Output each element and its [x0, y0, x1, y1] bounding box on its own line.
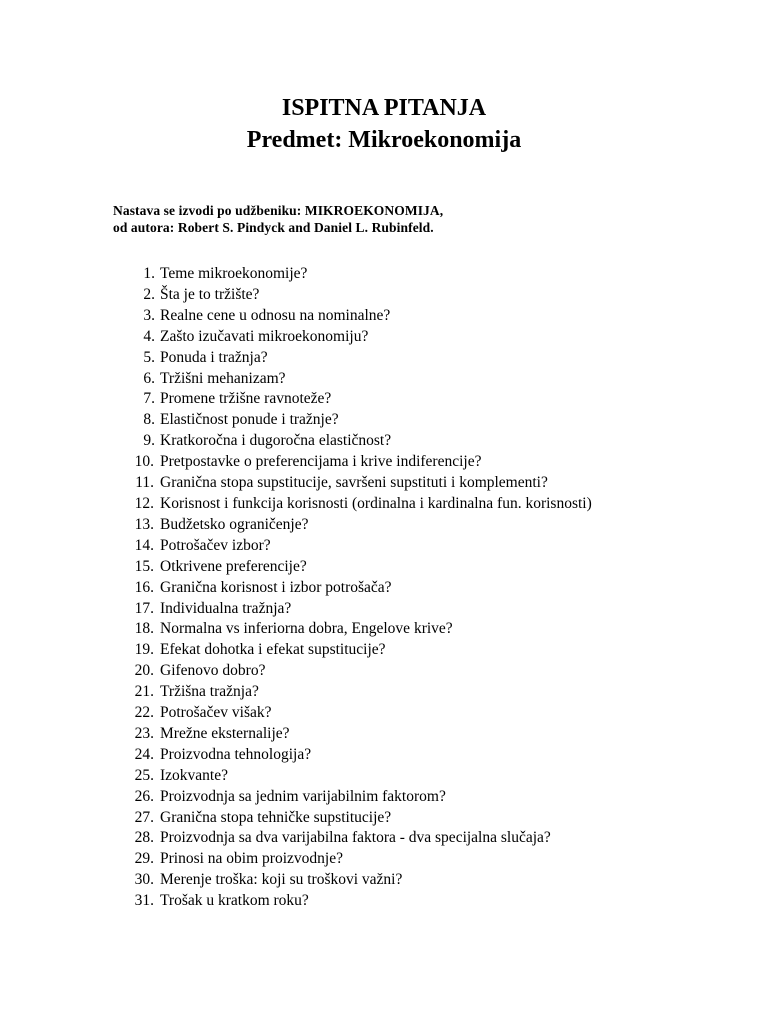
question-item [113, 369, 592, 390]
question-number: 7. [143, 390, 155, 408]
question-item [113, 348, 592, 369]
question-item [113, 264, 592, 285]
question-item [113, 619, 592, 640]
question-number: 17. [134, 599, 154, 617]
question-text: Zašto izučavati mikroekonomiju? [160, 327, 369, 345]
document-subtitle: Predmet: Mikroekonomija [246, 127, 522, 153]
question-number: 8. [143, 411, 155, 429]
question-text: Granična stopa supstitucije, savršeni supstituti i komplementi? [160, 474, 548, 492]
question-text: Mrežne eksternalije? [160, 724, 290, 742]
question-number: 20. [134, 662, 154, 680]
question-number: 6. [143, 369, 155, 387]
question-item [113, 703, 592, 724]
question-text: Potrošačev višak? [160, 704, 272, 722]
question-number: 30. [134, 871, 154, 889]
question-number: 12. [134, 494, 154, 512]
question-number: 16. [134, 578, 154, 596]
question-item [113, 745, 592, 766]
question-item [113, 515, 592, 536]
question-number: 5. [143, 348, 155, 366]
question-item [113, 828, 592, 849]
question-text: Tržišna tražnja? [160, 683, 259, 701]
question-text: Tržišni mehanizam? [160, 369, 286, 387]
question-text: Normalna vs inferiorna dobra, Engelove krive? [160, 620, 453, 638]
question-item [113, 682, 592, 703]
question-item [113, 431, 592, 452]
question-item [113, 599, 592, 620]
question-text: Potrošačev izbor? [160, 536, 271, 554]
question-number: 2. [143, 285, 155, 303]
question-text: Efekat dohotka i efekat supstitucije? [160, 641, 386, 659]
question-number: 26. [134, 787, 154, 805]
question-item [113, 536, 592, 557]
question-text: Individualna tražnja? [160, 599, 292, 617]
question-item [113, 870, 592, 891]
question-number: 29. [134, 850, 154, 868]
question-text: Trošak u kratkom roku? [160, 892, 309, 910]
question-list [113, 264, 592, 912]
question-number: 22. [134, 704, 154, 722]
question-number: 15. [134, 557, 154, 575]
question-item [113, 578, 592, 599]
question-text: Promene tržišne ravnoteže? [160, 390, 332, 408]
question-item [113, 306, 592, 327]
question-item [113, 285, 592, 306]
question-number: 3. [143, 306, 155, 324]
question-number: 27. [134, 808, 154, 826]
document-title: ISPITNA PITANJA [281, 95, 487, 121]
question-text: Kratkoročna i dugoročna elastičnost? [160, 432, 392, 450]
question-item [113, 640, 592, 661]
question-item [113, 891, 592, 912]
question-text: Realne cene u odnosu na nominalne? [160, 306, 391, 324]
question-text: Pretpostavke o preferencijama i krive indiferencije? [160, 453, 482, 471]
question-number: 10. [134, 453, 154, 471]
question-number: 13. [134, 515, 154, 533]
question-number: 31. [134, 892, 154, 910]
intro-line-textbook: Nastava se izvodi po udžbeniku: MIKROEKONOMIJA, [113, 203, 444, 218]
question-item [113, 389, 592, 410]
question-text: Teme mikroekonomije? [160, 265, 308, 282]
question-text: Otkrivene preferencije? [160, 557, 307, 575]
question-number: 24. [134, 745, 154, 763]
question-number: 21. [134, 683, 154, 701]
intro-line-authors: od autora: Robert S. Pindyck and Daniel L. Rubinfeld. [113, 220, 434, 235]
question-text: Ponuda i tražnja? [160, 348, 268, 366]
question-text: Merenje troška: koji su troškovi važni? [160, 871, 403, 889]
question-number: 14. [134, 536, 154, 554]
question-number: 25. [134, 766, 154, 784]
question-item [113, 787, 592, 808]
question-item [113, 808, 592, 829]
question-number: 4. [143, 327, 155, 345]
question-item [113, 473, 592, 494]
question-item [113, 557, 592, 578]
question-text: Granična stopa tehničke supstitucije? [160, 808, 392, 826]
title-block [0, 92, 768, 156]
question-number: 9. [143, 432, 155, 450]
question-number: 28. [134, 829, 154, 847]
question-item [113, 494, 592, 515]
question-text: Prinosi na obim proizvodnje? [160, 850, 343, 868]
question-text: Granična korisnost i izbor potrošača? [160, 578, 392, 596]
question-item [113, 410, 592, 431]
question-number: 1. [143, 265, 155, 282]
question-number: 19. [134, 641, 154, 659]
question-text: Šta je to tržište? [160, 285, 260, 303]
question-item [113, 661, 592, 682]
question-item [113, 724, 592, 745]
question-text: Elastičnost ponude i tražnje? [160, 411, 339, 429]
question-number: 18. [134, 620, 154, 638]
question-number: 23. [134, 724, 154, 742]
question-text: Proizvodna tehnologija? [160, 745, 312, 763]
question-text: Budžetsko ograničenje? [160, 515, 309, 533]
question-item [113, 766, 592, 787]
question-text: Gifenovo dobro? [160, 662, 266, 680]
question-item [113, 327, 592, 348]
question-number: 11. [135, 474, 154, 492]
question-text: Proizvodnja sa jednim varijabilnim faktorom? [160, 787, 446, 805]
question-item [113, 849, 592, 870]
question-item [113, 452, 592, 473]
question-text: Proizvodnja sa dva varijabilna faktora - dva specijalna slučaja? [160, 829, 551, 847]
question-text: Korisnost i funkcija korisnosti (ordinalna i kardinalna fun. korisnosti) [160, 494, 592, 512]
intro-text [113, 202, 443, 236]
question-text: Izokvante? [160, 766, 228, 784]
